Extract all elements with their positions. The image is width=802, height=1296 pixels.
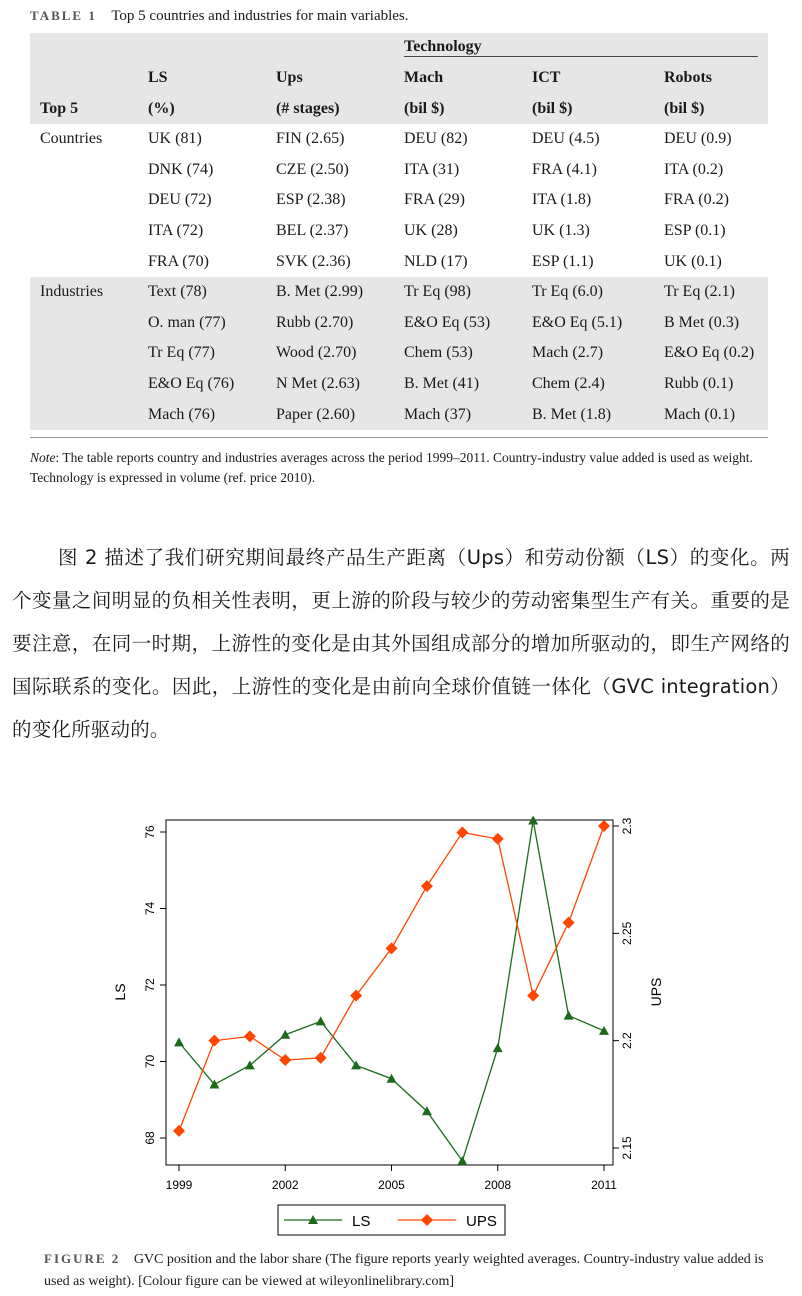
ups-point: [208, 1035, 220, 1047]
table-cell: UK (1.3): [532, 222, 590, 240]
ls-point: [493, 1043, 503, 1052]
legend-ls-label: LS: [352, 1213, 371, 1230]
table-cell: Chem (53): [394, 338, 522, 369]
table-cell: Mach (76): [138, 399, 266, 430]
table-cell: Tr Eq (2.1): [654, 277, 768, 308]
table-caption: [30, 8, 409, 25]
table-cell: UK (81): [148, 130, 202, 148]
ls-point: [564, 1011, 574, 1020]
ls-point: [316, 1016, 326, 1025]
x-tick-label: 2011: [591, 1178, 617, 1192]
table-cell: FRA (29): [404, 191, 465, 209]
col-header-mach: Mach: [394, 62, 522, 94]
table-row: [30, 277, 768, 308]
legend-ups-label: UPS: [466, 1213, 497, 1230]
ls-point: [599, 1026, 609, 1035]
table-cell: E&O Eq (5.1): [522, 308, 654, 339]
table-cell: DNK (74): [148, 160, 214, 178]
table-cell: ITA (31): [404, 160, 460, 178]
y-left-axis-title: LS: [112, 983, 128, 1001]
ups-point: [421, 880, 433, 892]
table-cell: E&O Eq (0.2): [654, 338, 768, 369]
x-tick-label: 2002: [271, 1178, 299, 1192]
series-line-ups: [179, 826, 604, 1131]
table-cell: ESP (1.1): [532, 252, 594, 270]
table-label: TABLE 1: [30, 8, 97, 23]
table-cell: Paper (2.60): [266, 399, 394, 430]
ups-point: [492, 833, 504, 845]
table-bottom-rule: [30, 437, 768, 438]
x-tick-label: 2008: [484, 1178, 512, 1192]
table-cell: NLD (17): [404, 252, 468, 270]
table-cell: DEU (0.9): [664, 130, 732, 148]
section-label: Countries: [40, 130, 103, 148]
table-cell: Chem (2.4): [522, 369, 654, 400]
ups-point: [527, 990, 539, 1002]
section-label: Industries: [30, 277, 138, 308]
table-cell: B. Met (41): [394, 369, 522, 400]
table-cell: ITA (72): [148, 222, 204, 240]
table-cell: Mach (0.1): [654, 399, 768, 430]
table-cell: Tr Eq (98): [394, 277, 522, 308]
col-header-ict: ICT: [522, 62, 654, 94]
table-row: [30, 246, 768, 277]
ups-point: [173, 1125, 185, 1137]
y-left-tick-label: 72: [143, 978, 157, 992]
table-cell: E&O Eq (53): [394, 308, 522, 339]
table-cell: B Met (0.3): [654, 308, 768, 339]
x-tick-label: 2005: [378, 1178, 405, 1192]
y-left-tick-label: 70: [143, 1054, 157, 1069]
figure-caption-text: GVC position and the labor share (The figure reports yearly weighted averages. Country-industry value added is used as weight). [Colour figure can be viewed at wileyonlinelibrary.com]: [44, 1252, 764, 1289]
table-cell: Mach (2.7): [522, 338, 654, 369]
top5-table: [30, 33, 768, 430]
table-cell: ITA (1.8): [532, 191, 592, 209]
table-row: [30, 399, 768, 430]
col-header-robots: Robots: [654, 62, 768, 94]
col-unit-ls: (%): [138, 94, 266, 124]
note-label: Note: [30, 450, 56, 465]
col-header-ls: LS: [138, 62, 266, 94]
note-text: : The table reports country and industries averages across the period 1999–2011. Country-industry value added is used as weight. Technology is expressed in volume (ref. price 2010).: [30, 450, 753, 485]
table-cell: ESP (2.38): [276, 191, 346, 209]
table-cell: Tr Eq (6.0): [522, 277, 654, 308]
ups-point: [279, 1054, 291, 1066]
col-unit-ict: (bil $): [522, 94, 654, 124]
col-unit-robots: (bil $): [654, 94, 768, 124]
table-row: [30, 155, 768, 186]
table-cell: Mach (37): [394, 399, 522, 430]
table-cell: E&O Eq (76): [138, 369, 266, 400]
col-header-top5: Top 5: [30, 94, 138, 124]
figure-label: FIGURE 2: [44, 1251, 121, 1266]
table-cell: FRA (4.1): [532, 160, 597, 178]
ups-point: [456, 826, 468, 838]
table-row: [30, 308, 768, 339]
table-cell: UK (0.1): [664, 252, 722, 270]
plot-frame: [166, 820, 613, 1165]
y-left-tick-label: 68: [143, 1131, 157, 1145]
table-cell: B. Met (2.99): [266, 277, 394, 308]
table-row: [30, 185, 768, 216]
table-cell: Tr Eq (77): [138, 338, 266, 369]
ls-point: [174, 1037, 184, 1046]
table-cell: FIN (2.65): [276, 130, 345, 148]
col-unit-mach: (bil $): [394, 94, 522, 124]
table-cell: CZE (2.50): [276, 160, 349, 178]
table-row: [30, 338, 768, 369]
y-right-tick-label: 2.15: [620, 1136, 634, 1160]
series-line-ls: [179, 821, 604, 1161]
table-cell: Text (78): [138, 277, 266, 308]
table-cell: ITA (0.2): [664, 160, 724, 178]
table-cell: BEL (2.37): [276, 222, 349, 240]
ups-point: [315, 1052, 327, 1064]
ls-point: [280, 1030, 290, 1039]
table-cell: SVK (2.36): [276, 252, 351, 270]
y-right-axis-title: UPS: [648, 977, 664, 1007]
table-caption-text: Top 5 countries and industries for main variables.: [111, 8, 409, 24]
y-right-tick-label: 2.3: [620, 817, 634, 835]
y-left-tick-label: 74: [143, 901, 157, 916]
table-cell: DEU (4.5): [532, 130, 600, 148]
table-cell: FRA (0.2): [664, 191, 729, 209]
technology-group-header: Technology: [404, 38, 758, 57]
figure-caption: [44, 1248, 764, 1293]
table-cell: Rubb (2.70): [266, 308, 394, 339]
ups-point: [244, 1030, 256, 1042]
table-cell: Rubb (0.1): [654, 369, 768, 400]
table-note: [30, 448, 775, 488]
table-cell: FRA (70): [148, 252, 209, 270]
table-cell: ESP (0.1): [664, 222, 726, 240]
col-unit-ups: (# stages): [266, 94, 394, 124]
x-tick-label: 1999: [165, 1178, 193, 1192]
table-row: [30, 369, 768, 400]
ls-point: [387, 1074, 397, 1083]
ups-point: [598, 820, 610, 832]
y-right-tick-label: 2.2: [620, 1032, 634, 1050]
table-row: [30, 216, 768, 247]
ups-point: [350, 990, 362, 1002]
table-cell: DEU (72): [148, 191, 212, 209]
y-left-tick-label: 76: [143, 825, 157, 839]
table-row: [30, 124, 768, 155]
col-header-ups: Ups: [266, 62, 394, 94]
ups-point: [386, 942, 398, 954]
table-cell: O. man (77): [138, 308, 266, 339]
table-cell: B. Met (1.8): [522, 399, 654, 430]
table-cell: Wood (2.70): [266, 338, 394, 369]
ls-point: [457, 1156, 467, 1165]
ups-point: [563, 917, 575, 929]
y-right-tick-label: 2.25: [620, 921, 634, 946]
table-cell: DEU (82): [404, 130, 468, 148]
table-cell: UK (28): [404, 222, 458, 240]
table-cell: N Met (2.63): [266, 369, 394, 400]
gvc-labor-share-chart: [0, 760, 802, 1250]
body-paragraph: 图 2 描述了我们研究期间最终产品生产距离（Ups）和劳动份额（LS）的变化。两个变量之间明显的负相关性表明，更上游的阶段与较少的劳动密集型生产有关。重要的是要注意，在同一时期，上游性的变化是由其外国组成部分的增加所驱动的，即生产网络的国际联系的变化。因此，上游性的变化是由前向全球价值链一体化（GVC integration）的变化所驱动的。: [12, 546, 790, 741]
